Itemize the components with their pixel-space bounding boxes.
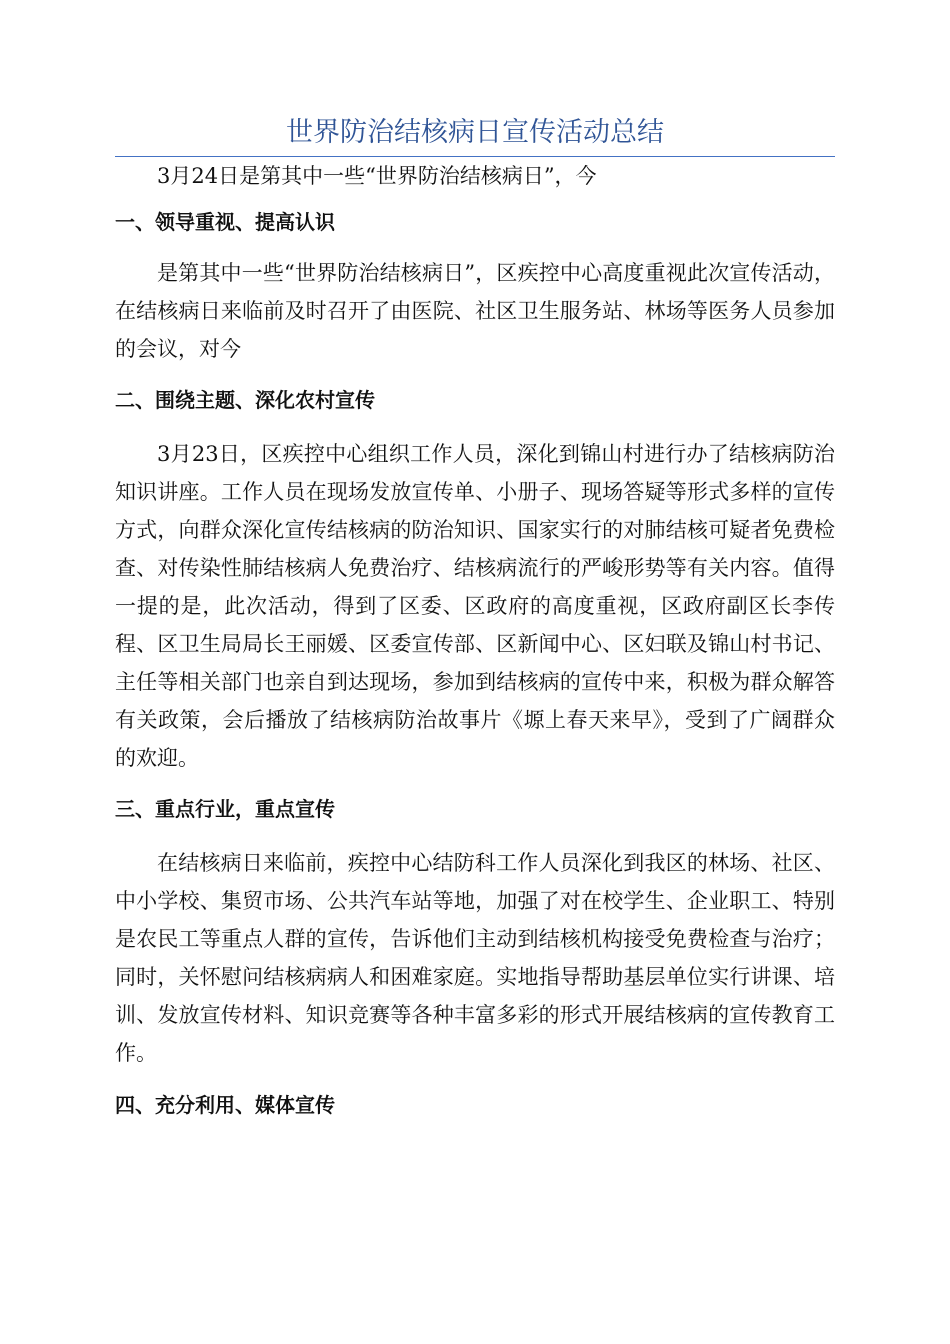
intro-paragraph: 3月24日是第其中一些“世界防治结核病日”，今: [157, 164, 597, 188]
section-paragraph-2: 3月23日，区疾控中心组织工作人员，深化到锦山村进行办了结核病防治知识讲座。工作人员在现场发放宣传单、小册子、现场答疑等形式多样的宣传方式，向群众深化宣传结核病的防治知识、国家实行的对肺结核可疑者免费检查、对传染性肺结核病人免费治疗、结核病流行的严峻形势等有关内容。值得一提的是，此次活动，得到了区委、区政府的高度重视，区政府副区长李传程、区卫生局局长王丽媛、区委宣传部、区新闻中心、区妇联及锦山村书记、主任等相关部门也亲自到达现场，参加到结核病的宣传中来，积极为群众解答有关政策，会后播放了结核病防治故事片《塬上春天来早》，受到了广阔群众的欢迎。: [115, 442, 835, 770]
document-title: 世界防治结核病日宣传活动总结: [115, 112, 835, 157]
section-heading-2: 二、围绕主题、深化农村宣传: [115, 388, 375, 412]
section-heading-1: 一、领导重视、提高认识: [115, 210, 335, 234]
document-page: [115, 112, 835, 1120]
section-paragraph-1: 是第其中一些“世界防治结核病日”，区疾控中心高度重视此次宣传活动，在结核病日来临前及时召开了由医院、社区卫生服务站、林场等医务人员参加的会议，对今: [115, 261, 835, 361]
section-paragraph-3: 在结核病日来临前，疾控中心结防科工作人员深化到我区的林场、社区、中小学校、集贸市场、公共汽车站等地，加强了对在校学生、企业职工、特别是农民工等重点人群的宣传，告诉他们主动到结核机构接受免费检查与治疗；同时，关怀慰问结核病病人和困难家庭。实地指导帮助基层单位实行讲课、培训、发放宣传材料、知识竞赛等各种丰富多彩的形式开展结核病的宣传教育工作。: [115, 851, 835, 1065]
section-heading-4: 四、充分利用、媒体宣传: [115, 1093, 335, 1117]
section-heading-3: 三、重点行业，重点宣传: [115, 797, 335, 821]
